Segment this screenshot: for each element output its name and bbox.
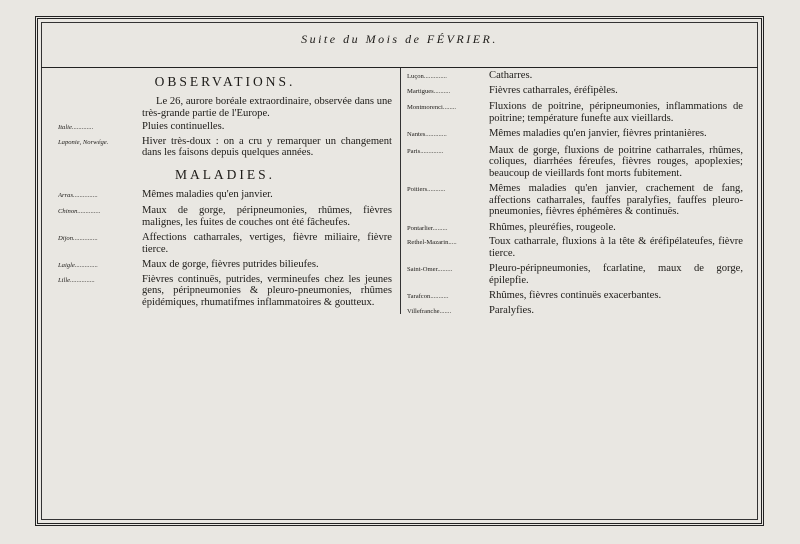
place-label: Paris.............. — [407, 147, 444, 155]
place-label: Poitiers........... — [407, 186, 446, 193]
entry-text: Pleuro-péripneumonies, fcarlatine, maux de gorge, épilepfie. — [489, 263, 743, 286]
entry-text: Hiver très-doux : on a cru y remarquer un changement dans les faisons depuis quelques années. — [142, 135, 392, 158]
place-label: Montmorenci........ — [407, 104, 457, 111]
entry-text: Toux catharrale, fluxions à la tête & éréfipélateufes, fièvre tierce. — [489, 236, 743, 259]
place-label: Laponie, Norwége. — [58, 138, 109, 146]
maladie-entry — [407, 222, 743, 235]
entry-text: Affections catharrales, vertiges, fièvre miliaire, fièvre tierce. — [142, 232, 392, 255]
observation-entry — [58, 136, 392, 159]
maladie-entry — [407, 101, 743, 124]
place-label: Tarafcon........... — [407, 293, 449, 300]
observations-heading: OBSERVATIONS. — [154, 74, 296, 89]
entry-text: Mêmes maladies qu'en janvier, crachement de fang, affections catharrales, fauffes paralyfies, fauffes pleuro-pneumonies, fièvres éphémères & continuës. — [489, 183, 743, 217]
maladie-entry — [58, 274, 392, 309]
observations-intro: Le 26, aurore boréale extraordinaire, observée dans une très-grande partie de l'Europe. — [142, 96, 392, 119]
maladie-entry — [58, 205, 392, 228]
running-head: Suite du Mois de FÉVRIER. — [301, 32, 498, 46]
place-label: Dijon............... — [58, 235, 98, 242]
entry-text: Catharres. — [489, 70, 533, 81]
place-label: Rethel-Mazarin..... — [407, 239, 457, 246]
maladie-entry — [407, 290, 743, 303]
entry-text: Fièvres catharrales, éréfipèles. — [489, 84, 618, 96]
observation-entry — [58, 121, 392, 134]
maladie-entry — [58, 189, 392, 202]
entry-text: Fièvres continuës, putrides, vermineufes chez les jeunes gens, péripneumonies & pleuro-pneumonies, rhûmes épidémiques, rhumatifmes inflammatoires & goutteux. — [142, 273, 392, 308]
maladie-entry — [407, 305, 743, 318]
maladie-entry — [407, 236, 743, 259]
entry-text: Rhûmes, pleuréfies, rougeole. — [489, 221, 616, 233]
place-label: Luçon.............. — [407, 73, 447, 80]
place-label: Lille............... — [58, 276, 95, 284]
entry-text: Pluies continuelles. — [142, 121, 225, 132]
place-label: Martigues.......... — [407, 87, 451, 95]
column-divider — [400, 68, 401, 314]
maladie-entry — [407, 145, 743, 180]
entry-text: Paralyfies. — [489, 304, 535, 316]
right-column — [407, 70, 743, 317]
entry-text: Mêmes maladies qu'en janvier, fièvres printanières. — [489, 128, 707, 139]
maladies-heading: MALADIES. — [174, 166, 276, 182]
entry-text: Maux de gorge, fièvres putrides bilieufes. — [142, 259, 319, 270]
maladie-entry — [58, 232, 392, 255]
place-label: Italie............. — [58, 124, 94, 131]
entry-text: Fluxions de poitrine, péripneumonies, inflammations de poitrine; température funefte aux vieillards. — [489, 101, 743, 124]
place-label: Chinon.............. — [58, 208, 101, 215]
maladie-entry — [407, 263, 743, 286]
maladie-entry — [407, 128, 743, 141]
place-label: Villefranche....... — [407, 307, 452, 315]
maladie-entry — [58, 259, 392, 272]
place-label: Nantes............. — [407, 131, 447, 138]
entry-text: Maux de gorge, péripneumonies, rhûmes, fièvres malignes, les fuites de couches ont été fâcheufes. — [142, 205, 392, 228]
place-label: Laigle.............. — [58, 262, 98, 269]
entry-text: Mêmes maladies qu'en janvier. — [142, 188, 273, 200]
entry-text: Rhûmes, fièvres continuës exacerbantes. — [489, 290, 662, 301]
place-label: Saint-Omer......... — [407, 266, 453, 273]
entry-text: Maux de gorge, fluxions de poitrine catharrales, rhûmes, coliques, diarrhées féreufes, fièvres rouges, apoplexies; beaucoup de vieillards font morts fubitement. — [489, 144, 743, 179]
maladie-entry — [407, 70, 743, 83]
maladie-entry — [407, 183, 743, 218]
maladie-entry — [407, 85, 743, 98]
left-column — [58, 70, 392, 308]
place-label: Pontarlier......... — [407, 224, 448, 232]
place-label: Arras............... — [58, 191, 98, 199]
